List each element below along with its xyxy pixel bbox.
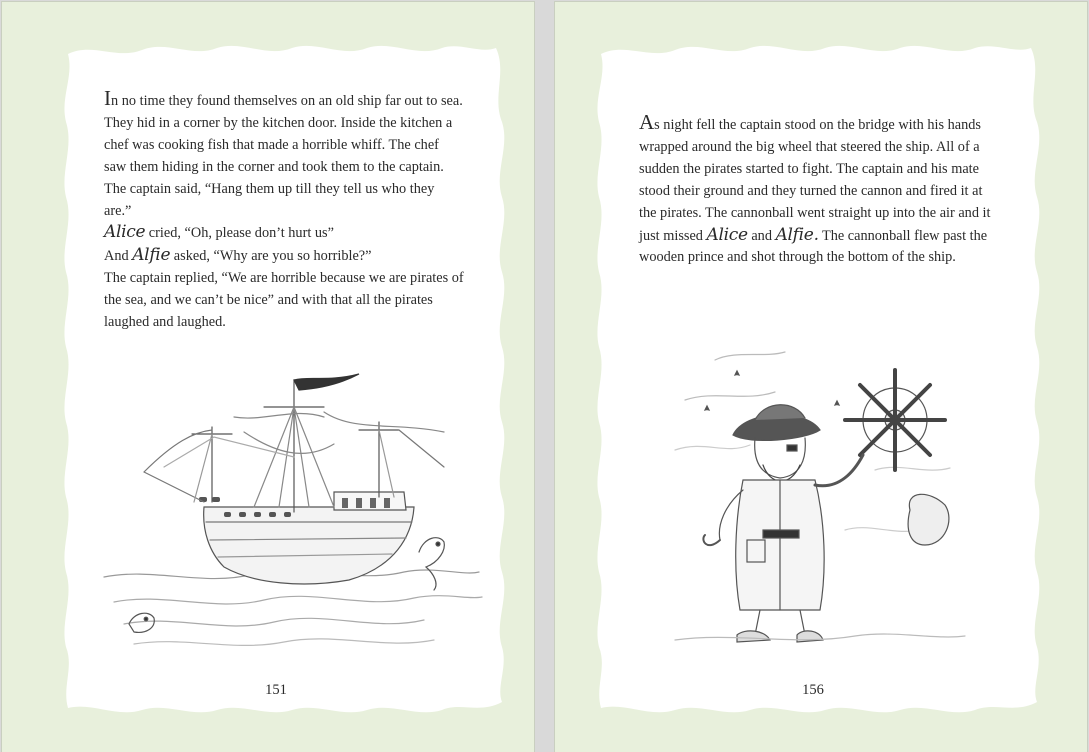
paragraph-text: n no time they found themselves on an old ship far out to sea. They hid in a corner by the kitchen door. Inside the kitchen a chef was cooking fish that made a horrible whiff. The chef saw them hiding in the corner and took them to the captain. The captain said, “Hang them up till they tell us who they are.” — [104, 93, 463, 219]
alice-name: Alice — [104, 222, 146, 243]
paragraph-night-fell — [639, 112, 999, 269]
page-number-left: 151 — [265, 682, 287, 698]
alice-dialogue: cried, “Oh, please don’t hurt us” — [145, 225, 334, 242]
paragraph-text-part1: s night fell the captain stood on the bridge with his hands wrapped around the big wheel that steered the ship. All of a sudden the pirates started to fight. The captain and his mate stood their ground and they turned the cannon and fired it at the pirates. The cannonball went straight up into the air and it just missed — [639, 117, 991, 244]
book-page-left — [2, 2, 534, 752]
drop-initial: I — [104, 86, 111, 110]
story-text-left — [104, 88, 464, 334]
pirate-ship-sketch-icon — [94, 362, 484, 662]
alice-name: Alice — [706, 224, 748, 245]
story-text-right — [639, 112, 999, 269]
paragraph-text-part2: and — [747, 227, 776, 244]
alfie-dialogue-line — [104, 245, 464, 268]
pirate-captain-sketch-icon — [655, 340, 985, 660]
captain-reply-paragraph: The captain replied, “We are horrible because we are pirates of the sea, and we can’t be nice” and with that all the pirates laughed and laughed. — [104, 270, 464, 331]
book-page-right — [555, 2, 1087, 752]
page-number-right: 156 — [802, 682, 824, 698]
alfie-intro: And — [104, 248, 133, 265]
paragraph-text-part3: The cannonball flew past the wooden prince and shot through the bottom of the ship. — [639, 227, 988, 266]
alfie-name: Alfie — [132, 245, 171, 266]
alfie-name: Alfie. — [775, 224, 819, 245]
alice-dialogue-line — [104, 222, 464, 245]
drop-initial: A — [639, 110, 655, 134]
alfie-dialogue: asked, “Why are you so horrible?” — [170, 248, 372, 265]
paragraph-ship-arrival — [104, 88, 464, 222]
